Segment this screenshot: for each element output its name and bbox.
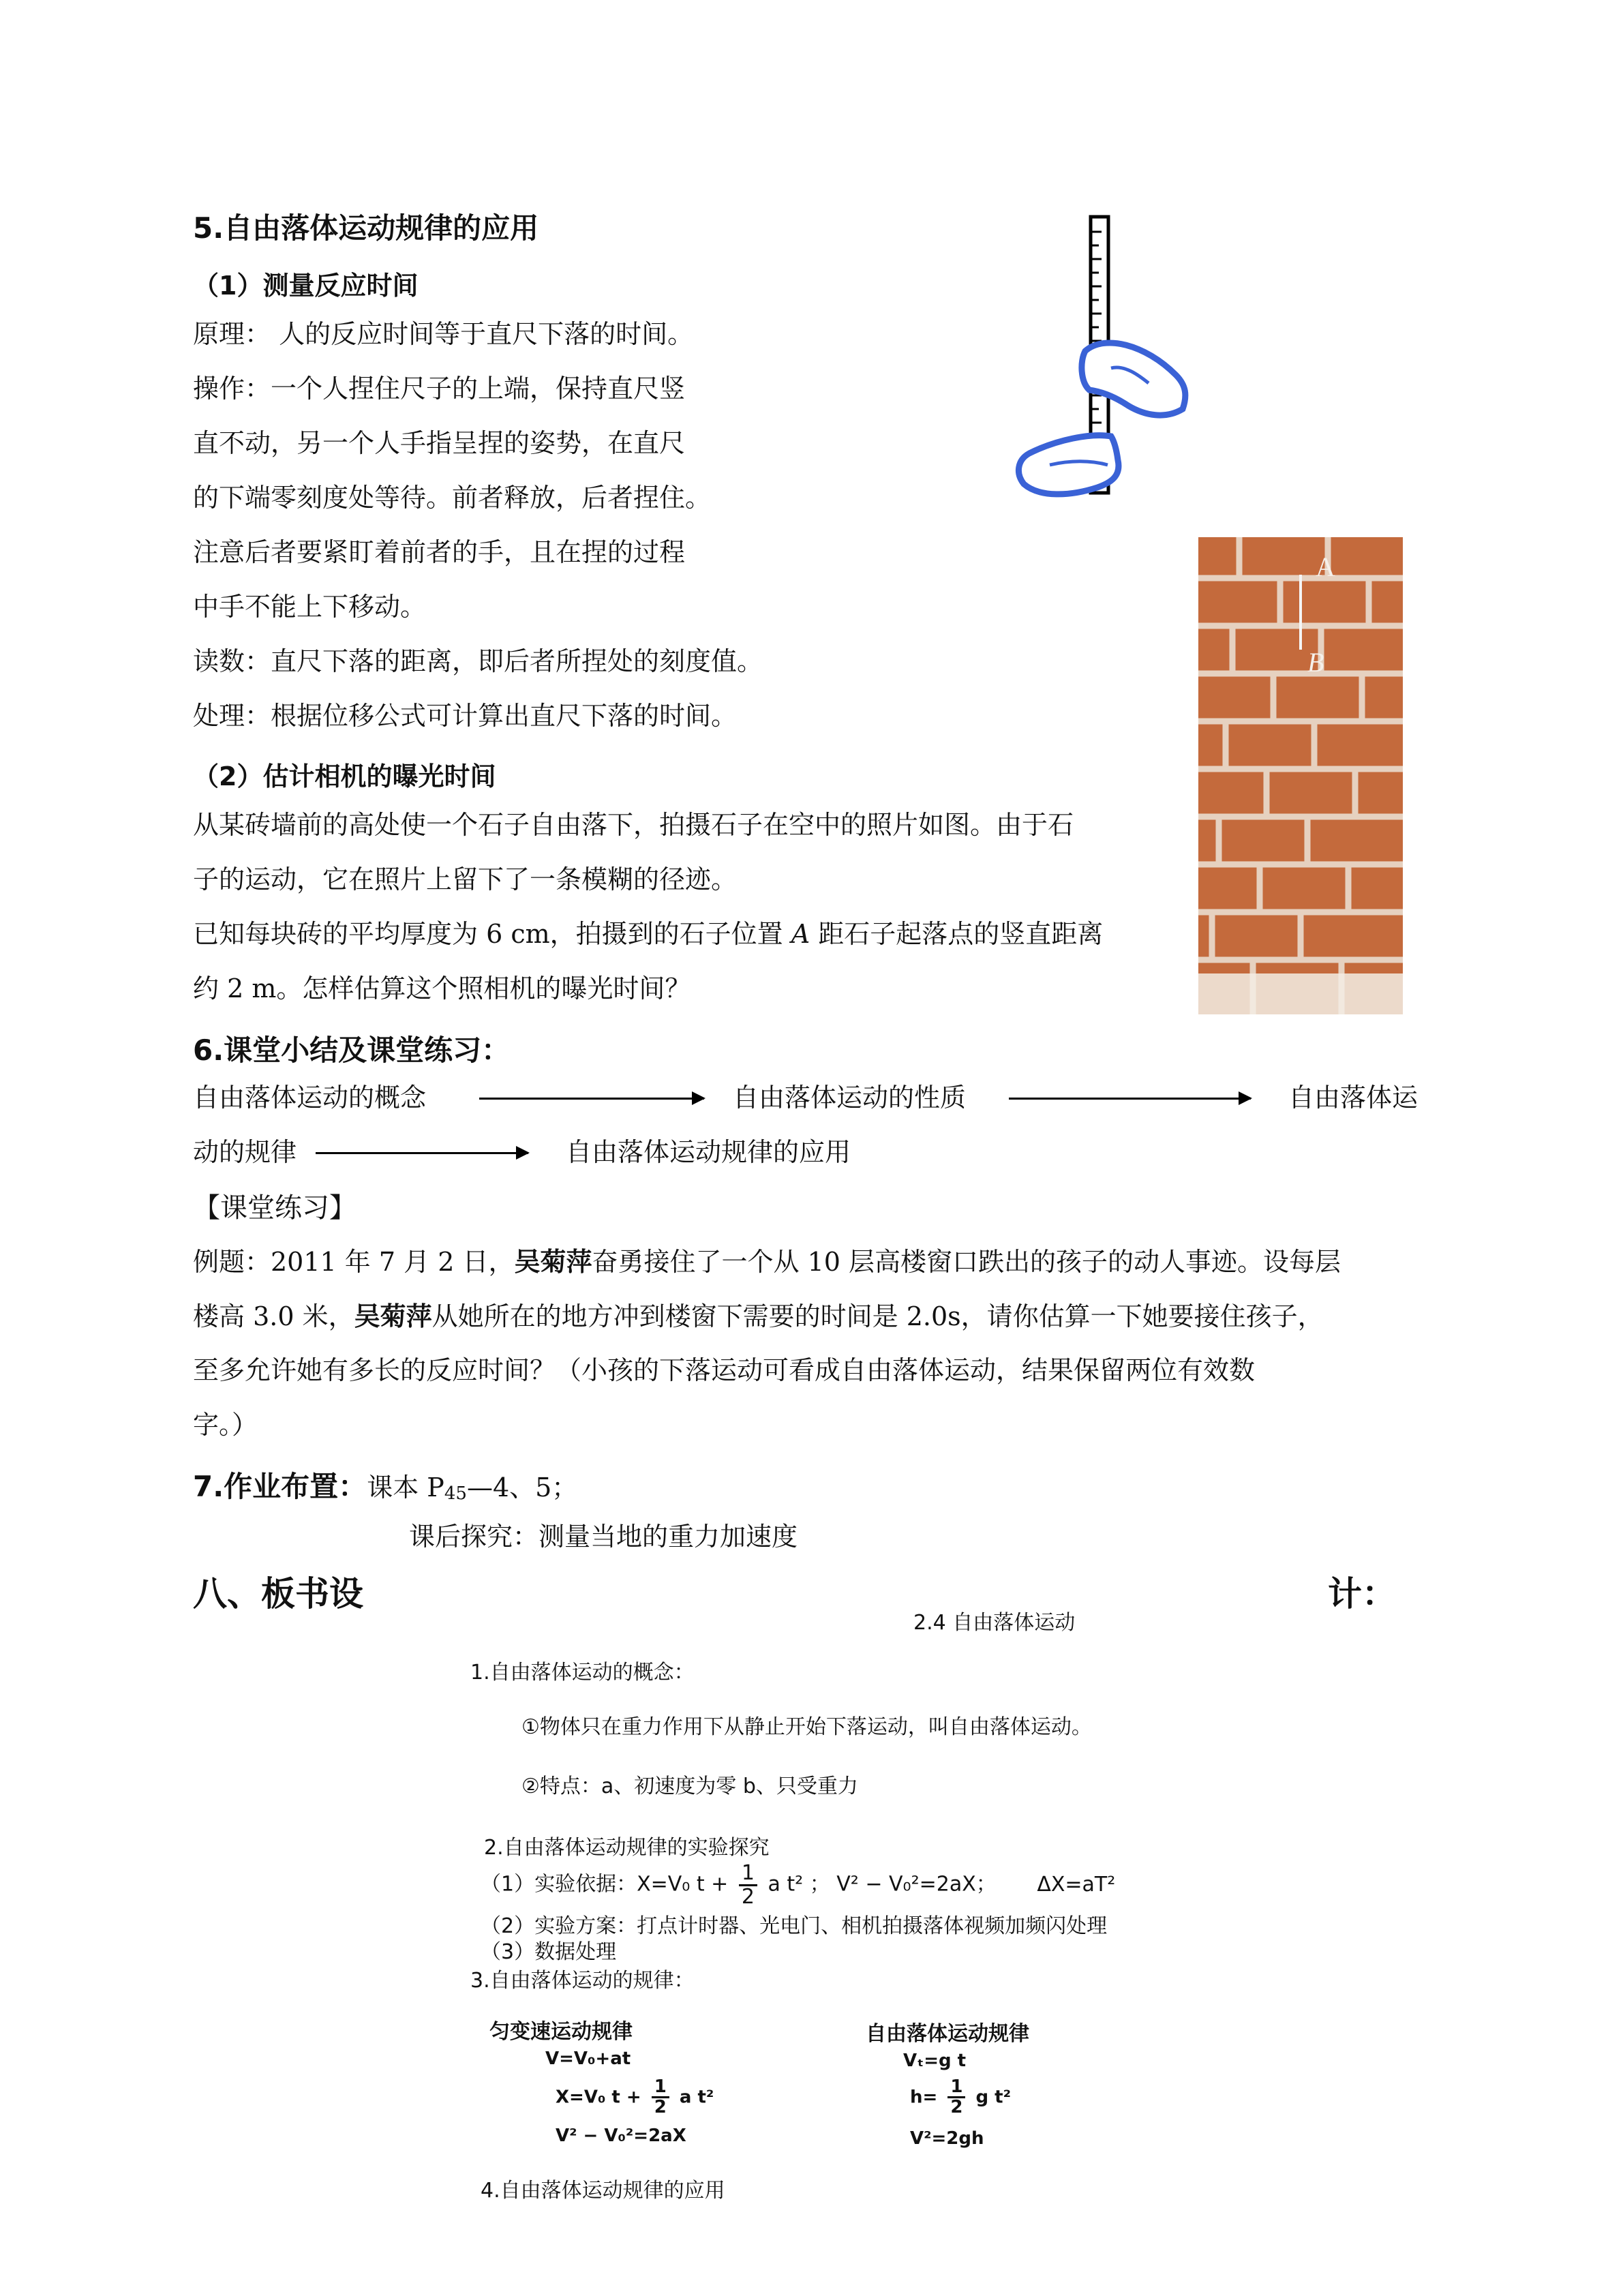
text-segment: a t² — [679, 2087, 714, 2108]
example-line — [193, 1246, 1341, 1278]
column-title-uniform: 匀变速运动规律 — [489, 2020, 633, 2044]
section8-title-right: 计： — [1328, 1574, 1396, 1614]
brick-wall-photo — [1198, 537, 1403, 1014]
point-b-label: B — [1307, 647, 1324, 678]
board-line: 2.自由落体运动规律的实验探究 — [484, 1836, 770, 1860]
text-segment: —4、5； — [466, 1472, 578, 1502]
board-formula-line — [481, 1862, 1115, 1907]
formula: V²=2gh — [910, 2128, 984, 2149]
point-a-label: A — [791, 919, 810, 949]
board-line: 4.自由落体运动规律的应用 — [481, 2179, 725, 2203]
formula: Vₜ=g t — [903, 2051, 967, 2071]
text-line: 直不动，另一个人手指呈捏的姿势，在直尺 — [193, 428, 686, 458]
practice-heading: 【课堂练习】 — [193, 1192, 357, 1224]
flow-arrow — [479, 1098, 704, 1100]
text-segment: 已知每块砖的平均厚度为 6 cm，拍摄到的石子位置 — [193, 919, 791, 949]
formula — [556, 2078, 714, 2117]
text-line: 操作：一个人捏住尺子的上端，保持直尺竖 — [193, 374, 686, 404]
text-line: 从某砖墙前的高处使一个石子自由落下，拍摄石子在空中的照片如图。由于石 — [193, 810, 1074, 840]
text-segment: （1）实验依据：X=V₀ t + — [481, 1872, 729, 1897]
text-line: 注意后者要紧盯着前者的手，且在捏的过程 — [193, 537, 686, 567]
board-line: 3.自由落体运动的规律： — [470, 1969, 695, 1993]
board-line: 1.自由落体运动的概念： — [470, 1661, 695, 1685]
fraction-denominator: 2 — [654, 2097, 667, 2118]
flow-arrow — [316, 1152, 528, 1154]
text-line: 子的运动，它在照片上留下了一条模糊的径迹。 — [193, 864, 738, 894]
person-name: 吴菊萍 — [514, 1246, 592, 1277]
fraction-half — [652, 2078, 669, 2117]
text-segment: 距石子起落点的竖直距离 — [810, 919, 1104, 949]
person-name: 吴菊萍 — [354, 1301, 432, 1331]
example-line — [193, 1301, 1324, 1333]
text-line: 原理： 人的反应时间等于直尺下落的时间。 — [193, 319, 694, 349]
section8-title-left: 八、板书设 — [193, 1574, 363, 1614]
fraction-numerator: 1 — [947, 2078, 965, 2098]
text-segment: h= — [910, 2087, 938, 2108]
section5-title: 5.自由落体运动规律的应用 — [193, 211, 539, 245]
text-segment: 从她所在的地方冲到楼窗下需要的时间是 2.0s，请你估算一下她要接住孩子， — [431, 1301, 1324, 1331]
board-line: （2）实验方案：打点计时器、光电门、相机拍摄落体视频加频闪处理 — [481, 1914, 1108, 1938]
fraction-half — [739, 1862, 757, 1907]
text-segment: 例题：2011 年 7 月 2 日， — [193, 1247, 515, 1277]
section6-title: 6.课堂小结及课堂练习： — [193, 1033, 511, 1067]
text-segment: 课本 P — [367, 1472, 444, 1502]
text-line: 的下端零刻度处等待。前者释放，后者捏住。 — [193, 483, 712, 513]
board-heading: 2.4 自由落体运动 — [913, 1611, 1076, 1635]
formula: V=V₀+at — [545, 2049, 631, 2069]
section7-title: 7.作业布置： — [193, 1470, 367, 1503]
board-line: ①物体只在重力作用下从静止开始下落运动，叫自由落体运动。 — [521, 1715, 1092, 1739]
page-subscript: 45 — [444, 1483, 467, 1505]
text-segment: ΔX=aT² — [1037, 1872, 1116, 1897]
example-line: 字。） — [193, 1410, 258, 1440]
homework-line: 课后探究：测量当地的重力加速度 — [409, 1522, 798, 1552]
flow-node-concept: 自由落体运动的概念 — [193, 1083, 427, 1113]
flow-node-application: 自由落体运动规律的应用 — [566, 1137, 851, 1167]
text-segment: X=V₀ t + — [556, 2087, 641, 2108]
flow-node-law-part1: 自由落体运 — [1288, 1083, 1419, 1113]
fraction-half — [947, 2078, 965, 2117]
fraction-denominator: 2 — [741, 1884, 755, 1909]
subsection-reaction-time-title: （1）测量反应时间 — [193, 271, 419, 301]
board-line: ②特点：a、初速度为零 b、只受重力 — [521, 1774, 858, 1798]
formula: V² − V₀²=2aX — [556, 2126, 686, 2146]
flow-arrow — [1009, 1098, 1251, 1100]
board-line: （3）数据处理 — [481, 1940, 617, 1964]
text-line: 中手不能上下移动。 — [193, 592, 427, 622]
text-segment: a t² ； V² − V₀²=2aX； — [768, 1872, 997, 1897]
text-segment: g t² — [975, 2087, 1011, 2108]
text-segment: 奋勇接住了一个从 10 层高楼窗口跌出的孩子的动人事迹。设每层 — [592, 1247, 1341, 1277]
text-line: 约 2 m。怎样估算这个照相机的曝光时间？ — [193, 973, 691, 1003]
text-segment: 楼高 3.0 米， — [193, 1301, 354, 1331]
text-line: 读数：直尺下落的距离，即后者所捏处的刻度值。 — [193, 646, 763, 676]
fraction-denominator: 2 — [950, 2097, 963, 2118]
text-line — [193, 919, 1103, 950]
fraction-numerator: 1 — [739, 1862, 757, 1886]
formula — [910, 2078, 1011, 2117]
text-line: 处理：根据位移公式可计算出直尺下落的时间。 — [193, 701, 738, 731]
point-a-label: A — [1316, 552, 1335, 582]
ruler-hands-illustration — [1009, 211, 1207, 504]
subsection-exposure-title: （2）估计相机的曝光时间 — [193, 761, 496, 791]
homework-line — [193, 1464, 577, 1505]
example-line: 至多允许她有多长的反应时间？（小孩的下落运动可看成自由落体运动，结果保留两位有效数 — [193, 1355, 1256, 1385]
flow-node-law-part2: 动的规律 — [193, 1137, 297, 1167]
flow-node-property: 自由落体运动的性质 — [733, 1083, 967, 1113]
column-title-free-fall: 自由落体运动规律 — [866, 2022, 1029, 2046]
fraction-numerator: 1 — [652, 2078, 669, 2098]
